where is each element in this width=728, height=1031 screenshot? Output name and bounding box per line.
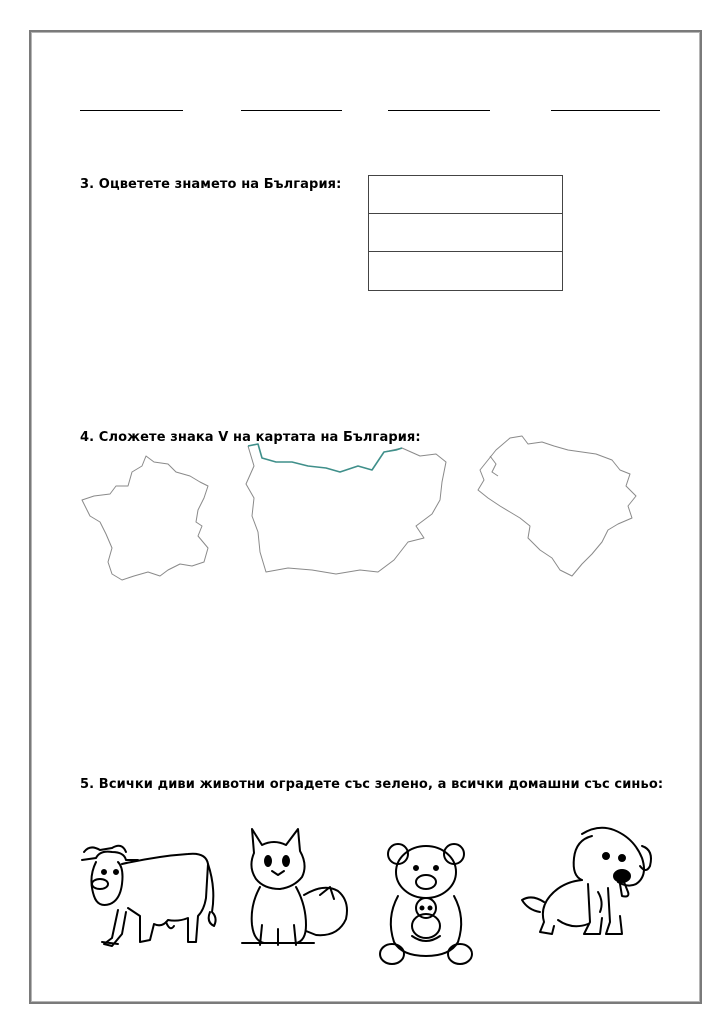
venezuela-map-icon[interactable] [470,430,646,580]
question-4-text: 4. Сложете знака V на картата на България: [80,430,421,445]
answer-blank-1[interactable] [80,110,183,111]
answer-blank-4[interactable] [551,110,660,111]
teddy-bear-icon[interactable] [378,838,474,970]
cow-icon[interactable] [78,838,228,956]
dog-icon[interactable] [518,822,658,944]
answer-blank-3[interactable] [388,110,490,111]
danube-river [248,444,402,472]
flag-stripe-bottom[interactable] [369,252,562,290]
france-map-icon[interactable] [76,452,224,586]
answer-blank-2[interactable] [241,110,342,111]
question-5-text: 5. Всички диви животни оградете със зелено, а всички домашни със синьо: [80,777,664,792]
flag-stripe-middle[interactable] [369,214,562,252]
flag-outline[interactable] [368,175,563,291]
question-3-text: 3. Оцветете знамето на България: [80,177,342,192]
fox-icon[interactable] [234,825,352,953]
bulgaria-map-icon[interactable] [236,440,454,580]
flag-stripe-top[interactable] [369,176,562,214]
